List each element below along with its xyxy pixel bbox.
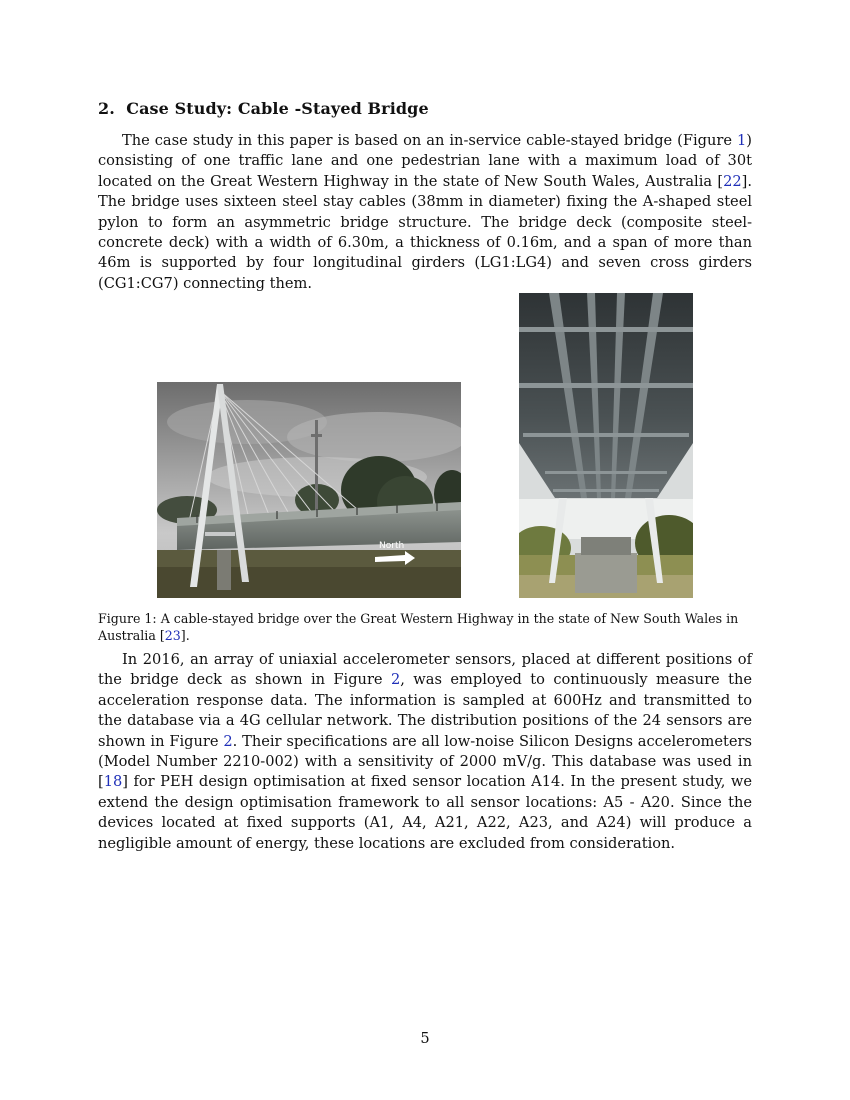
paragraph-text: ] for PEH design optimisation at fixed sensor location A14. In the present study, we extend the design optimisation framework to all sensor locations: A5 - A20. Since the devices located at fixed supports (A1, A4, A21, A22, A23, and A24) will produce a negligible amount of energy, these locations are excluded from consideration. [98,773,752,852]
paragraph-text: In 2016, an array of uniaxial accelerometer sensors, placed at different positions of the bridge deck as shown in Figure [98,651,752,689]
paragraph-text: . Their specifications are all low-noise Silicon Designs accelerometers (Model Number 2210-002) with a sensitivity of 2000 mV/g. This database was used in [ [98,732,752,791]
figure-2-link[interactable]: 2 [223,732,233,750]
citation-18-link[interactable]: 18 [103,773,123,791]
paragraph-1 [98,131,752,294]
section-heading [98,99,429,118]
caption-end: ]. [180,627,190,643]
page-number: 5 [420,1030,430,1047]
paragraph-text: ) consisting of one traffic lane and one pedestrian lane with a maximum load of 30t located on the Great Western Highway in the state of New South Wales, Australia [ [98,132,752,190]
bridge-underside-photo [519,293,693,598]
north-arrow-label: North [379,541,405,551]
figure-2-link[interactable]: 2 [390,671,401,689]
paragraph-2 [98,650,752,854]
section-title: Case Study: Cable -Stayed Bridge [126,99,429,118]
caption-label: Figure 1: [98,611,161,626]
paragraph-text: , was employed to continuously measure the acceleration response data. The information is sampled at 600Hz and transmitted to the database via a 4G cellular network. The distribution positions of the 24 sensors are shown in Figure [98,671,752,750]
figure-1-link[interactable]: 1 [737,132,747,149]
caption-text: A cable-stayed bridge over the Great Western Highway in the state of New South Wales in Australia [ [98,611,739,643]
section-number: 2. [98,99,115,118]
bridge-side-photo [157,382,461,598]
figure-caption [98,611,752,644]
paragraph-text: The case study in this paper is based on an in-service cable-stayed bridge (Figure [122,132,737,149]
paragraph-text: ]. The bridge uses sixteen steel stay cables (38mm in diameter) fixing the A-shaped steel pylon to form an asymmetric bridge structure. The bridge deck (composite steel-concrete deck) with a width of 6.30m, a thickness of 0.16m, and a span of more than 46m is supported by four longitudinal girders (LG1:LG4) and seven cross girders (CG1:CG7) connecting them. [98,172,752,292]
citation-23-link[interactable]: 23 [164,627,181,643]
citation-22-link[interactable]: 22 [723,172,742,190]
